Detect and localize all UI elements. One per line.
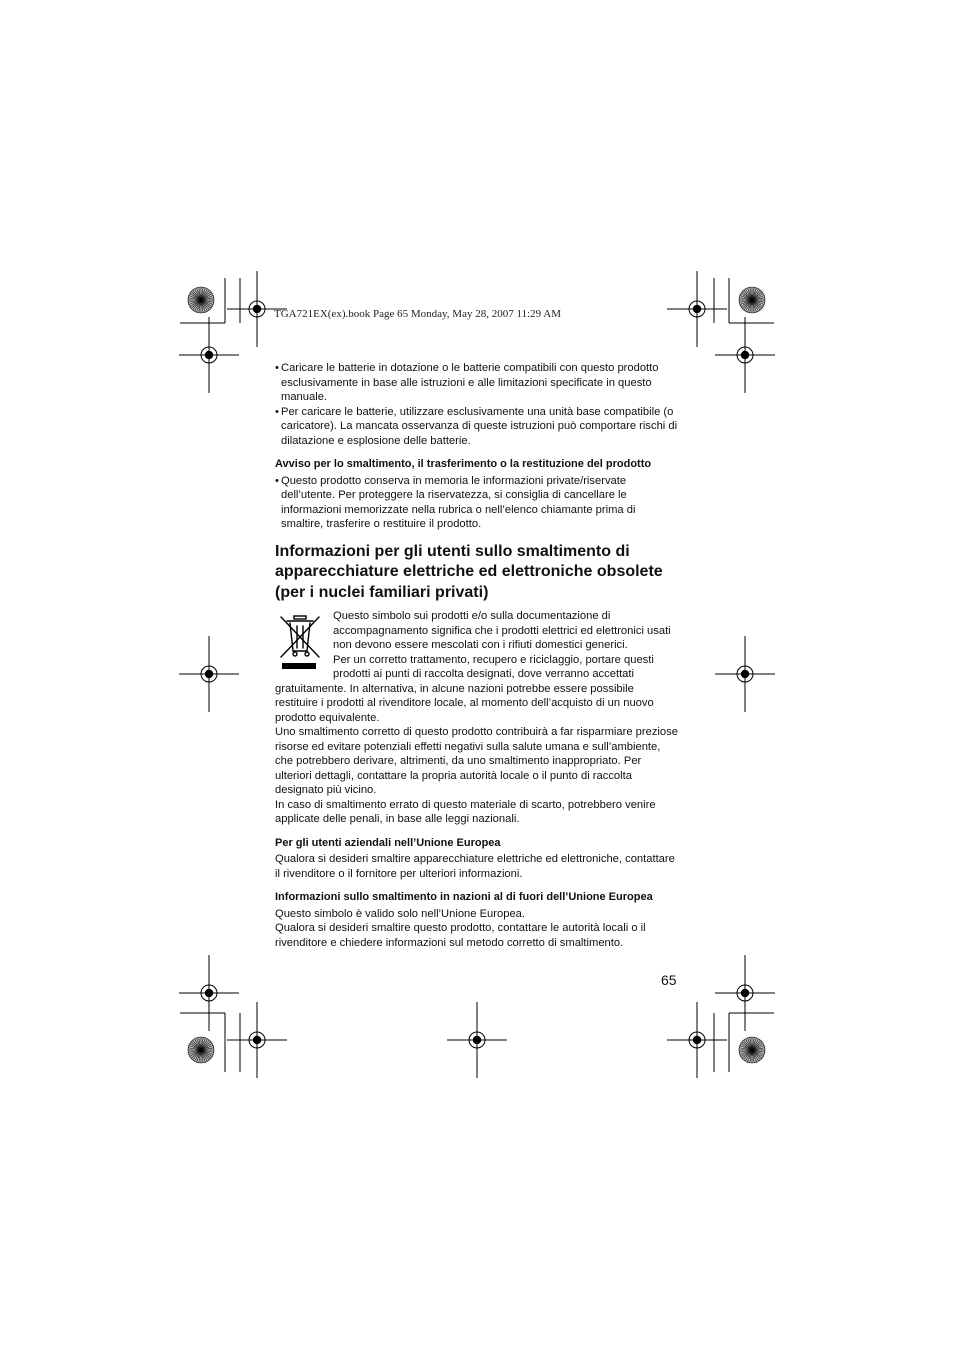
registration-dot [253,1036,261,1044]
registration-dot [473,1036,481,1044]
business-heading: Per gli utenti aziendali nell’Unione Europea [275,836,501,849]
battery-bullet-1: • Caricare le batterie in dotazione o le batterie compatibili con questo prodotto esclusivamente in base alle istruzioni e alle limitazioni specificate in questo manuale. [275,362,659,403]
print-file-info: TGA721EX(ex).book Page 65 Monday, May 28, 2007 11:29 AM [274,308,561,320]
registration-dot [205,351,213,359]
disposal-paragraph-3: Uno smaltimento corretto di questo prodotto contribuirà a far risparmiare preziose risorse ed evitare potenziali effetti negativi sulla salute umana e sull’ambiente, che potrebbero derivare, altrimenti, da uno smaltimento inappropriato. Per ulteriori dettagli, contattare la propria autorità locale o il punto di raccolta designato più vicino. [275,726,678,796]
registration-dot [205,989,213,997]
disposal-section [275,609,679,827]
privacy-heading: Avviso per lo smaltimento, il trasferimento o la restituzione del prodotto [275,458,652,470]
battery-bullet-2: • Per caricare le batterie, utilizzare esclusivamente una unità base compatibile (o caricatore). La mancata osservanza di queste istruzioni può comportare rischi di dilatazione e esplosione delle batterie. [275,405,678,447]
disposal-paragraph-2: Per un corretto trattamento, recupero e riciclaggio, portare questi prodotti ai punti di raccolta designati, dove verranno accettati gratuitamente. In alternativa, in alcune nazioni potrebbe essere possibile restituire i prodotti al rivenditore locale, al momento dell’acquisto di un nuovo prodotto equivalente. [275,653,654,724]
registration-dot [253,305,261,313]
outside-eu-heading: Informazioni sullo smaltimento in nazioni al di fuori dell’Unione Europea [275,891,653,903]
registration-dot [693,305,701,313]
page-content [275,361,679,950]
outside-eu-paragraph-1: Questo simbolo è valido solo nell’Unione Europea. [275,907,526,920]
page-number: 65 [661,972,677,988]
outside-eu-paragraph-2: Qualora si desideri smaltire questo prodotto, contattare le autorità locali o il rivenditore e chiedere informazioni sul metodo corretto di smaltimento. [275,922,646,949]
disposal-paragraph-4: In caso di smaltimento errato di questo materiale di scarto, potrebbero venire applicate delle penali, in base alle leggi nazionali. [275,798,656,825]
privacy-bullet: • Questo prodotto conserva in memoria le informazioni private/riservate dell’utente. Per proteggere la riservatezza, si consiglia di cancellare le informazioni memorizzate nella rubrica o nell’elenco chiamante prima di smaltire, trasferire o restituire il prodotto. [275,474,636,530]
bullet-dot: • [275,405,279,418]
business-text: Qualora si desideri smaltire apparecchiature elettriche ed elettroniche, contattare il rivenditore o il fornitore per ulteriori informazioni. [275,853,675,880]
registration-dot [741,670,749,678]
bullet-dot: • [275,474,279,487]
registration-dot [693,1036,701,1044]
registration-dot [741,989,749,997]
registration-dot [741,351,749,359]
weee-crossed-bin-icon [277,613,323,671]
registration-dot [205,670,213,678]
disposal-paragraph-1: Questo simbolo sui prodotti e/o sulla documentazione di accompagnamento significa che i prodotti elettrici ed elettronici usati non devono essere mescolati con i rifiuti domestici generici. [333,610,671,651]
bullet-dot: • [275,362,279,374]
disposal-heading: Informazioni per gli utenti sullo smaltimento di apparecchiature elettriche ed elettroniche obsolete (per i nuclei familiari privati) [275,542,663,601]
